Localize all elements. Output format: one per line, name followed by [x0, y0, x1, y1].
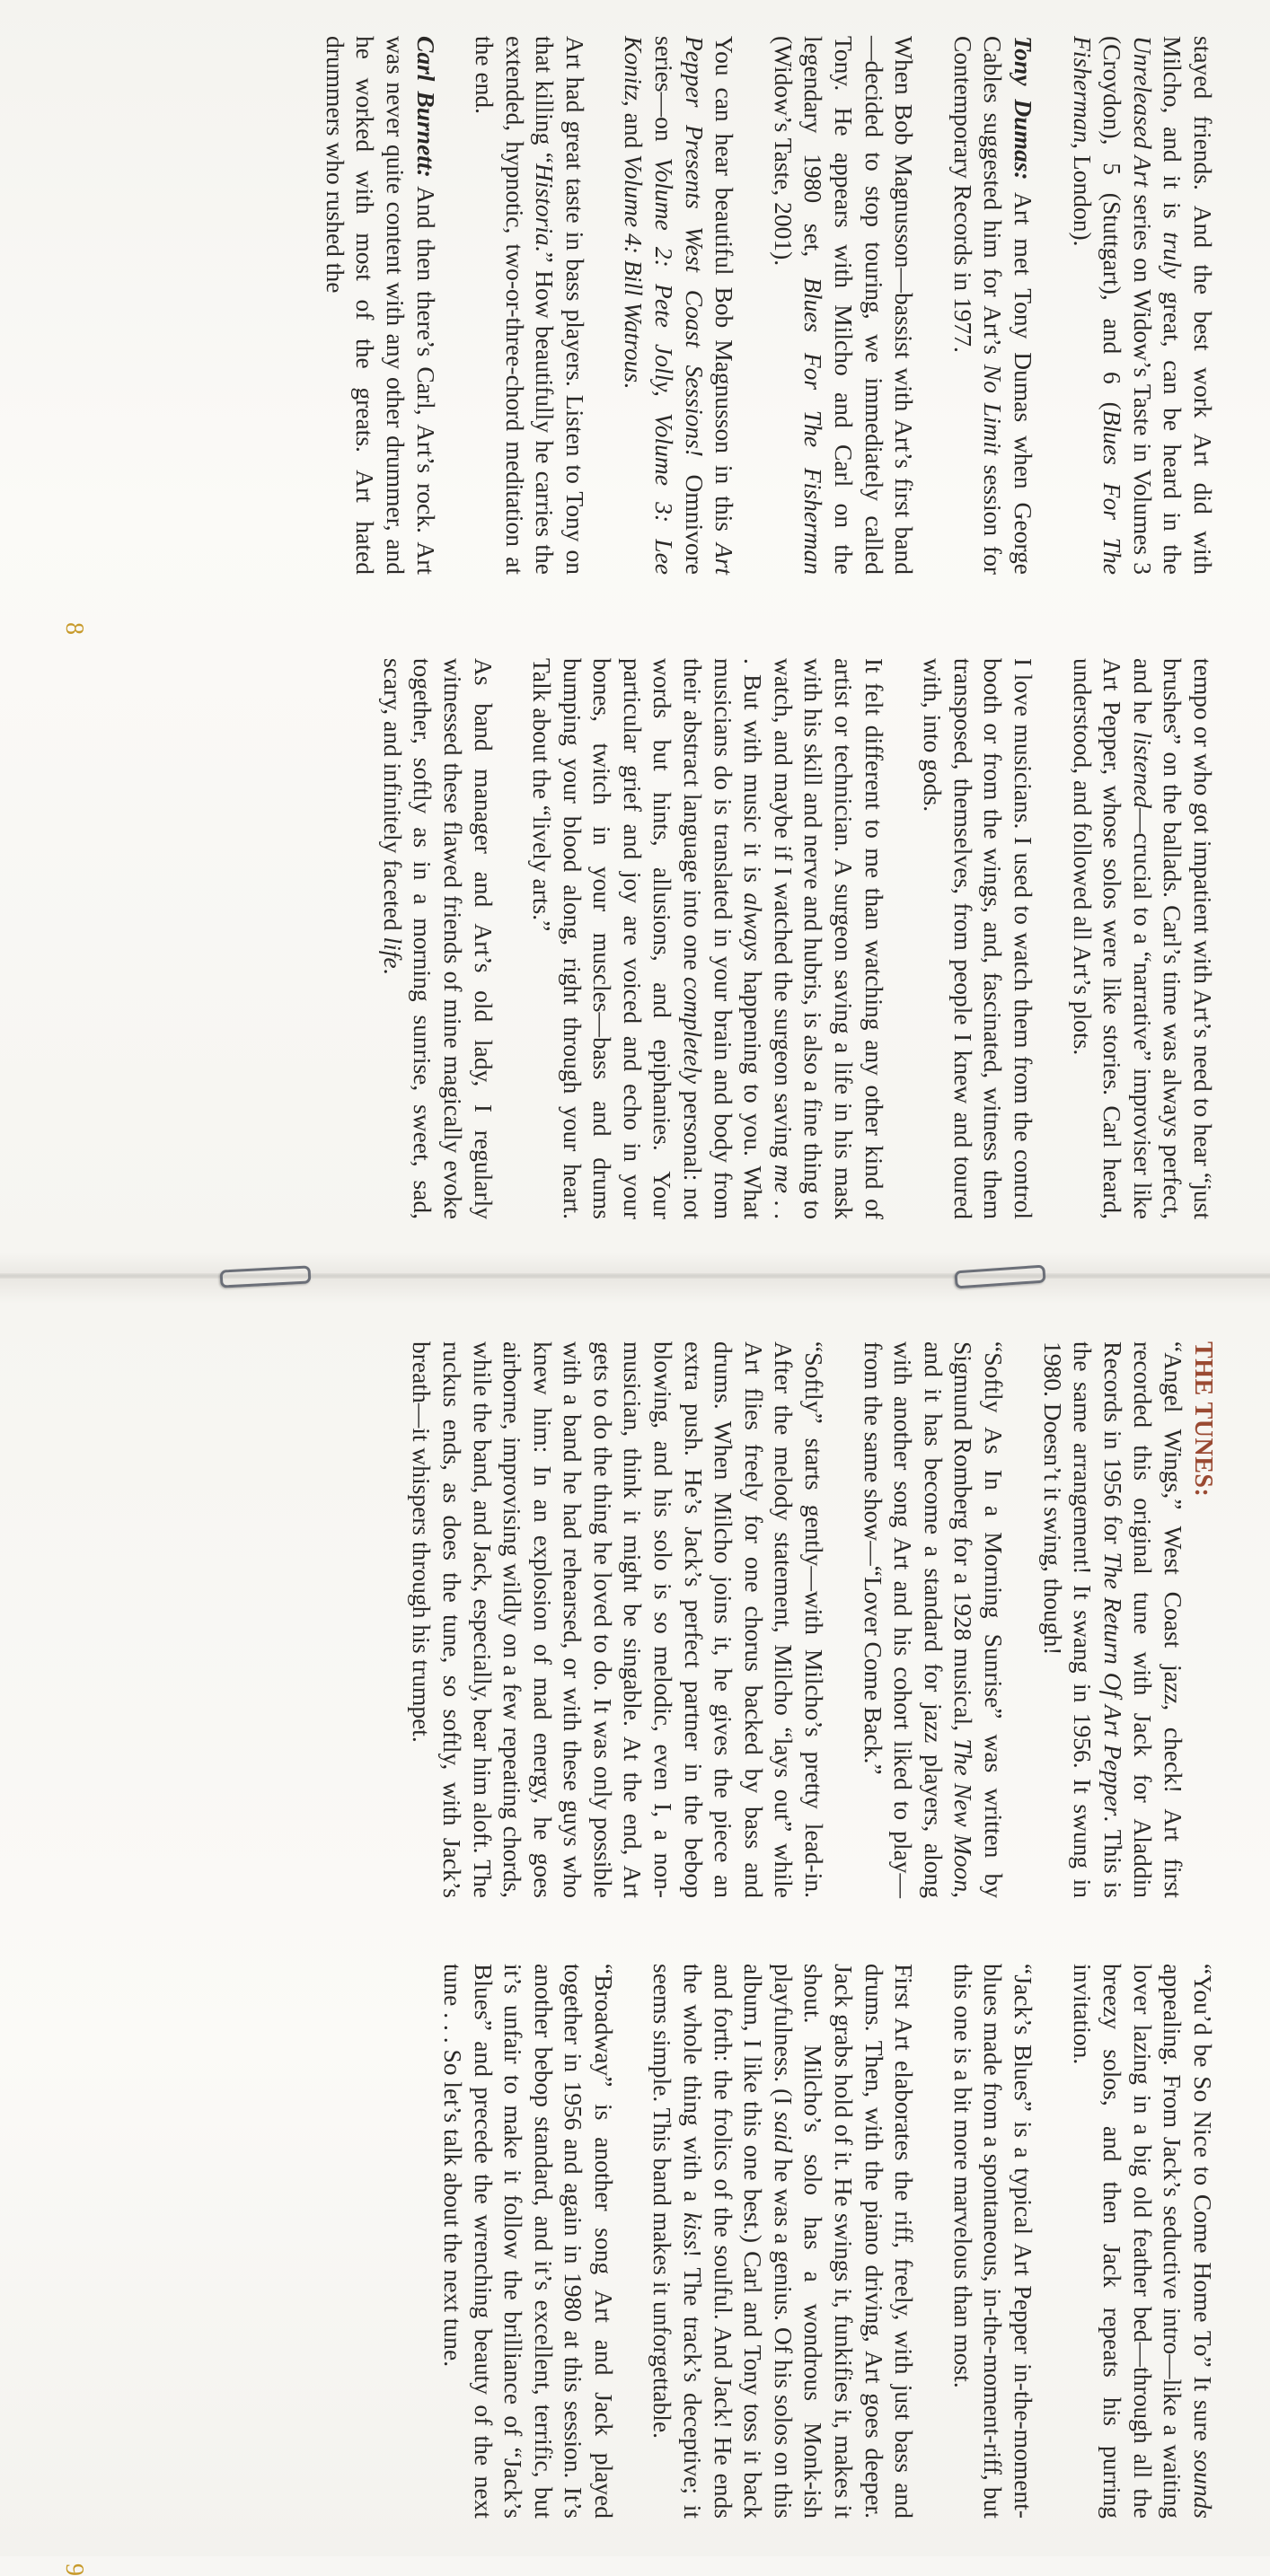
page-number: 8 [60, 622, 88, 635]
paragraph: “You’d be So Nice to Come Home To” It sure sounds appealing. From Jack’s seductive intro—like a waiting lover lazing in a big old feather bed—through all the breezy solos, and then Jack repeats his purring invitation. [1068, 1964, 1217, 2519]
column-4 [437, 1964, 1218, 2519]
paragraph: Art had great taste in bass players. Listen to Tony on that killing “Historia.” How beautifully he carries the extended, hypnotic, two-or-three-chord meditation at the end. [471, 36, 589, 575]
paragraph: “Softly As In a Morning Sunrise” was written by Sigmund Romberg for a 1928 musical, The New Moon, and it has become a standard for jazz players, along with another song Art and his cohort liked to play—from the same show—“Lover Come Back.” [859, 1341, 1009, 1898]
paragraph: “Jack’s Blues” is a typical Art Pepper in-the-moment-blues made from a spontaneous, in-the-moment-riff, but this one is a bit more marvelous than most. [948, 1964, 1038, 2519]
paragraph-tony-dumas: Tony Dumas: Art met Tony Dumas when George Cables suggested him for Art’s No Limit session for Contemporary Records in 1977. [948, 36, 1038, 575]
paragraph: As band manager and Art’s old lady, I regularly witnessed these flawed friends of mine magically evoke together, softly as in a morning sunrise, sweet, sad, scary, and infinitely faceted life. [378, 658, 498, 1219]
page-8 [0, 0, 1270, 1278]
page-number: 9 [60, 2563, 88, 2576]
column-3 [407, 1341, 1218, 1898]
paragraph: First Art elaborates the riff, freely, with just bass and drums. Then, with the piano driving, Art goes deeper. Jack grabs hold of it. He swings it, funkifies it, makes it shout. Milcho’s solo has a wondrous Monk-ish playfulness. (I said he was a genius. Of his solos on this album, I like this one best.) Carl and Tony toss it back and forth: the frolics of the soulful. And Jack! He ends the whole thing with a kiss! The track’s deceptive; it seems simple. This band makes it unforgettable. [648, 1964, 919, 2519]
paragraph: “Softly” starts gently—with Milcho’s pretty lead-in. After the melody statement, Milcho “lays out” while Art flies freely for one chorus backed by bass and drums. When Milcho joins it, he gives the piece an extra push. He’s Jack’s perfect partner in the bebop blowing, and his solo is so melodic, even I, a non-musician, think it might be singable. At the end, Art gets to do the thing he loved to do. It was only possible with a band he had rehearsed, or with these guys who knew him: In an explosion of mad energy, he goes airborne, improvising wildly on a few repeating chords, while the band, and Jack, especially, bear him aloft. The ruckus ends, as does the tune, so softly, with Jack’s breath—it whispers through his trumpet. [408, 1341, 829, 1898]
paragraph: tempo or who got impatient with Art’s need to hear “just brushes” on the ballads. Carl’s time was always perfect, and he listened—crucial to a “narrative” improviser like Art Pepper, whose solos were like stories. Carl heard, understood, and followed all Art’s plots. [1068, 658, 1217, 1219]
paragraph: When Bob Magnusson—bassist with Art’s first band—decided to stop touring, we immediately called Tony. He appears with Milcho and Carl on the legendary 1980 set, Blues For The Fisherman (Widow’s Taste, 2001). [769, 36, 919, 575]
paragraph: It felt different to me than watching any other kind of artist or technician. A surgeon saving a life in his mask with his skill and nerve and hubris, is also a fine thing to watch, and maybe if I watched the surgeon saving me . . . But with music it is always happening to you. What musicians do is translated in your brain and body from their abstract language into one completely personal: not words but hints, allusions, and epiphanies. Your particular grief and joy are voiced and echo in your bones, twitch in your muscles—bass and drums bumping your blood along, right through your heart. Talk about the “lively arts.” [528, 658, 888, 1220]
column-1 [320, 36, 1218, 575]
paragraph: “Broadway” is another song Art and Jack played together in 1956 and again in 1980 at this session. It’s another bebop standard, and it’s excellent, terrific, but it’s unfair to make it follow the brilliance of “Jack’s Blues” and precede the wrenching beauty of the next tune . . . So let’s talk about the next tune. [438, 1964, 618, 2519]
paragraph: I love musicians. I used to watch them from the control booth or from the wings, and, fascinated, witness them transposed, themselves, from people I knew and toured with, into gods. [919, 658, 1038, 1219]
section-heading: THE TUNES: [1189, 1341, 1217, 1498]
page-9 [0, 1279, 1270, 2576]
paragraph: “Angel Wings,” West Coast jazz, check! Art first recorded this original tune with Jack for Aladdin Records in 1956 for The Return Of Art Pepper. This is the same arrangement! It swang in 1956. It swung in 1980. Doesn’t it swing, though! [1038, 1341, 1187, 1898]
paragraph: You can hear beautiful Bob Magnusson in this Art Pepper Presents West Coast Sessions! Omnivore series—on Volume 2: Pete Jolly, Volume 3: Lee Konitz, and Volume 4: Bill Watrous. [620, 36, 739, 575]
paragraph-carl-burnett: Carl Burnett: And then there’s Carl, Art’s rock. Art was never quite content with any other drummer, and he worked with most of the greats. Art hated drummers who rushed the [321, 36, 440, 576]
column-2 [377, 658, 1218, 1219]
paragraph: stayed friends. And the best work Art did with Milcho, and it is truly great, can be heard in the Unreleased Art series on Widow’s Taste in Volumes 3 (Croydon), 5 (Stuttgart), and 6 (Blues For The Fisherman, London). [1068, 36, 1217, 575]
